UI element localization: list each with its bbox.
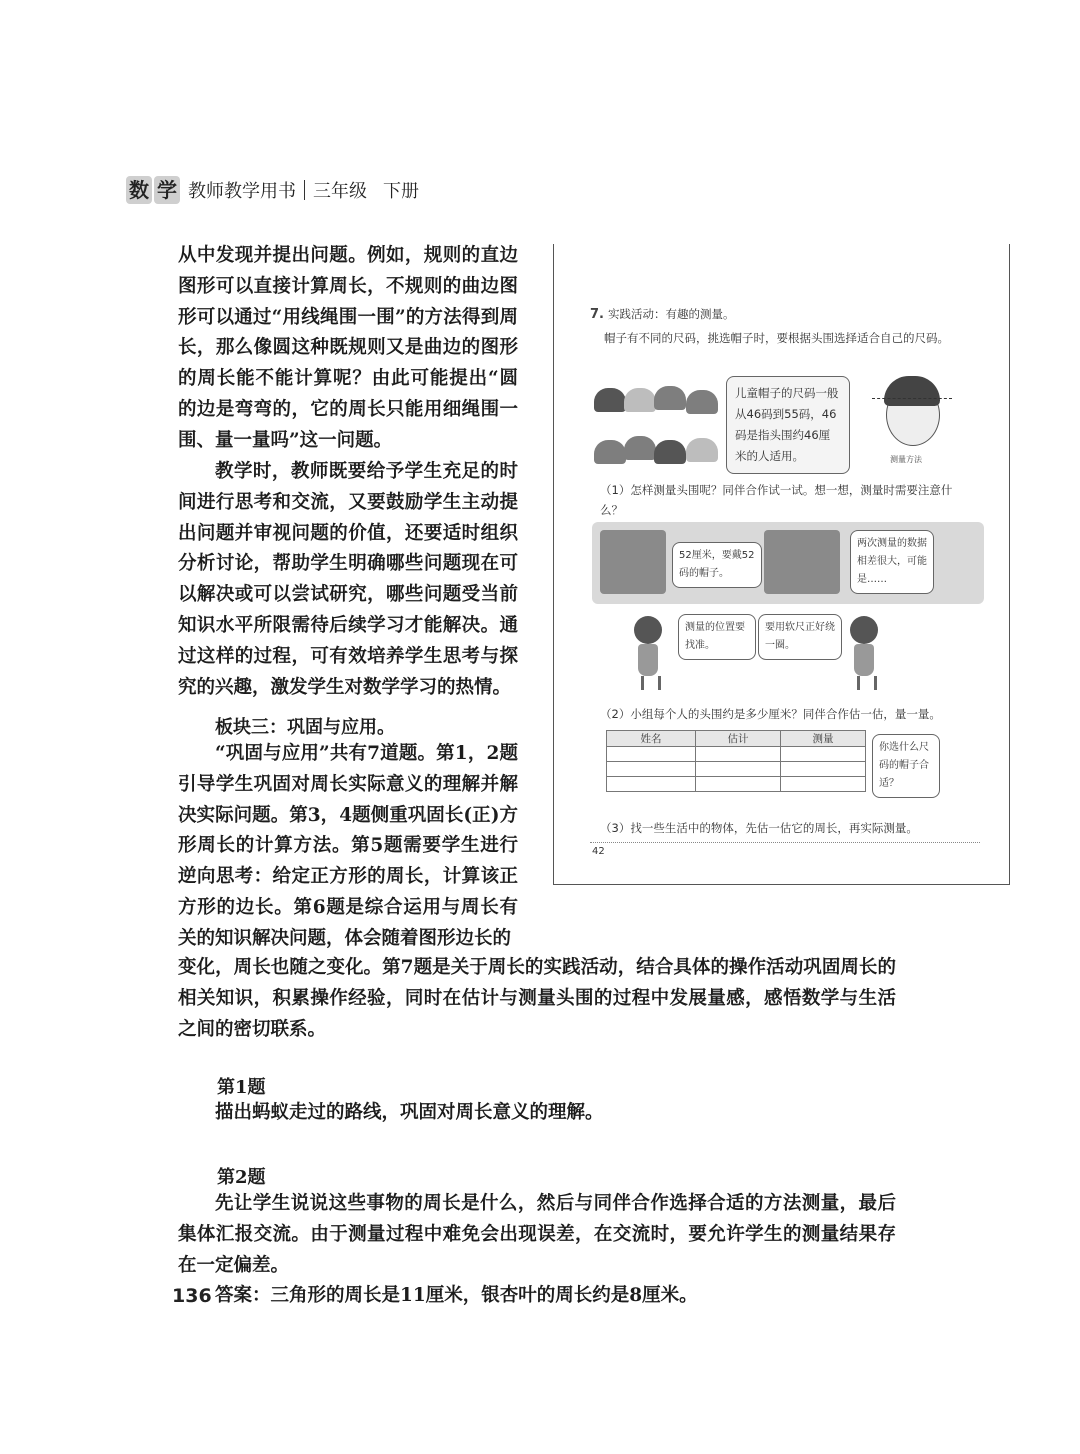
figure-question-1: （1）怎样测量头围呢？同伴合作试一试。想一想，测量时需要注意什么？: [600, 483, 953, 517]
logo-char-1: 数: [126, 176, 152, 204]
head-measure-caption: 测量方法: [890, 455, 922, 464]
section-title: 板块三：巩固与应用。: [215, 717, 395, 738]
estimate-table: [606, 730, 866, 792]
hat-size-bubble: 儿童帽子的尺码一般从46码到55码，46码是指头围约46厘米的人适用。: [726, 376, 850, 474]
question-1-title: 第1题: [217, 1077, 266, 1098]
grade: 三年级: [313, 181, 367, 202]
page-number: 136: [172, 1285, 212, 1307]
question-2-title: 第2题: [217, 1167, 266, 1188]
speech-bubble-4: 要用软尺正好绕一圈。: [758, 614, 842, 660]
speech-bubble-1: 52厘米，要戴52码的帽子。: [672, 542, 762, 588]
table-header-measure: 测量: [781, 731, 866, 747]
photo-2: [764, 530, 840, 594]
question-1-text: 描出蚂蚁走过的路线，巩固对周长意义的理解。: [215, 1102, 604, 1123]
question-2-text: 先让学生说说这些事物的周长是什么，然后与同伴合作选择合适的方法测量，最后集体汇报交流。由于测量过程中难免会出现误差，在交流时，要允许学生的测量结果存在一定偏差。: [178, 1193, 896, 1276]
hats-illustration: [594, 382, 718, 478]
exercise-number: 7.: [590, 307, 604, 322]
girl-illustration-1: [630, 616, 666, 690]
speech-bubble-3: 测量的位置要找准。: [678, 614, 756, 660]
figure-page-number: 42: [592, 846, 605, 857]
subject-logo: [126, 176, 182, 204]
logo-char-2: 学: [154, 176, 180, 204]
measuring-photos-panel: [592, 522, 984, 604]
exercise-intro: 帽子有不同的尺码，挑选帽子时，要根据头围选择适合自己的尺码。: [604, 331, 949, 345]
running-header: [126, 172, 419, 208]
figure-question-2: （2）小组每个人的头围约是多少厘米？同伴合作估一估，量一量。: [600, 707, 941, 721]
exercise-title: [590, 306, 734, 322]
book-title: 教师教学用书: [188, 181, 296, 202]
exercise-title-text: 实践活动：有趣的测量。: [607, 307, 735, 321]
table-header-estimate: 估计: [696, 731, 781, 747]
speech-bubble-2: 两次测量的数据相差很大，可能是……: [850, 530, 934, 594]
volume: 下册: [383, 181, 419, 202]
left-paragraph-3: “巩固与应用”共有7道题。第1，2题引导学生巩固对周长实际意义的理解并解决实际问题。第3，4题侧重巩固长(正)方形周长的计算方法。第5题需要学生进行逆向思考：给定正方形的周长，计算该正方形的边长。第6题是综合运用与周长有关的知识解决问题，体会随着图形边长的: [178, 743, 518, 949]
figure-question-3: （3）找一些生活中的物体，先估一估它的周长，再实际测量。: [600, 821, 918, 835]
left-paragraph-2: 教学时，教师既要给予学生充足的时间进行思考和交流，又要鼓励学生主动提出问题并审视问题的价值，还要适时组织分析讨论，帮助学生明确哪些问题现在可以解决或可以尝试研究，哪些问题受当前知识水平所限需待后续学习才能解决。通过这样的过程，可有效培养学生思考与探究的兴趣，激发学生对数学学习的热情。: [178, 461, 518, 698]
figure-page-rule: [590, 842, 980, 843]
textbook-page-figure: [553, 244, 1010, 885]
girl-illustration-2: [846, 616, 882, 690]
hat-size-question-bubble: 你选什么尺码的帽子合适？: [872, 734, 940, 798]
header-divider: [304, 180, 305, 200]
photo-1: [600, 530, 666, 594]
left-paragraph-1: 从中发现并提出问题。例如，规则的直边图形可以直接计算周长，不规则的曲边图形可以通过“用线绳围一围”的方法得到周长，那么像圆这种既规则又是曲边的图形的周长能不能计算呢？由此可能提出“圆的边是弯弯的，它的周长只能用细绳围一围、量一量吗”这一问题。: [178, 245, 518, 451]
question-2-answer: 答案：三角形的周长是11厘米，银杏叶的周长约是8厘米。: [215, 1285, 698, 1306]
table-header-name: 姓名: [607, 731, 696, 747]
head-measure-illustration: [866, 368, 956, 468]
full-paragraph-continued: 变化，周长也随之变化。第7题是关于周长的实践活动，结合具体的操作活动巩固周长的相关知识，积累操作经验，同时在估计与测量头围的过程中发展量感，感悟数学与生活之间的密切联系。: [178, 957, 896, 1040]
